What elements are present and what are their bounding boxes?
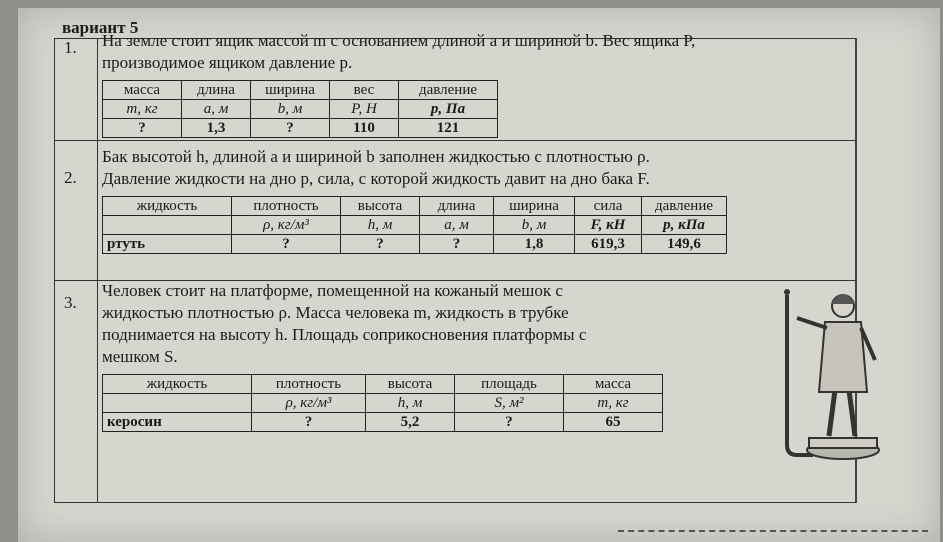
unit-cell: h, м [366, 394, 455, 413]
value-cell: 149,6 [642, 235, 727, 254]
unit-cell: S, м² [455, 394, 564, 413]
unit-cell: P, H [330, 100, 399, 119]
header-cell: площадь [455, 375, 564, 394]
task-2-table [102, 196, 727, 254]
task-3-text [102, 280, 586, 368]
header-cell: жидкость [103, 197, 232, 216]
unit-cell: m, кг [564, 394, 663, 413]
value-cell: ? [420, 235, 494, 254]
task-line: Давление жидкости на дно p, сила, с которой жидкость давит на дно бака F. [102, 169, 650, 188]
unit-cell: F, кН [575, 216, 642, 235]
unit-cell: a, м [182, 100, 251, 119]
header-cell: ширина [251, 81, 330, 100]
value-cell: 110 [330, 119, 399, 138]
task-3-table [102, 374, 663, 432]
value-cell: ? [341, 235, 420, 254]
value-cell: ? [455, 413, 564, 432]
unit-cell: ρ, кг/м³ [252, 394, 366, 413]
worksheet-page [18, 8, 940, 542]
header-cell: сила [575, 197, 642, 216]
task-line: Человек стоит на платформе, помещенной на кожаный мешок с [102, 281, 563, 300]
value-cell: 5,2 [366, 413, 455, 432]
row-divider [54, 140, 856, 141]
variant-title: вариант 5 [62, 18, 139, 37]
value-cell: 1,3 [182, 119, 251, 138]
header-cell: высота [341, 197, 420, 216]
task-number: 1. [64, 38, 77, 57]
task-number: 2. [64, 168, 77, 187]
header-cell: высота [366, 375, 455, 394]
task-line: поднимается на высоту h. Площадь соприкосновения платформы с [102, 325, 587, 344]
header-cell: длина [182, 81, 251, 100]
unit-cell: h, м [341, 216, 420, 235]
liquid-cell: керосин [103, 413, 252, 432]
header-cell: ширина [494, 197, 575, 216]
unit-cell: a, м [420, 216, 494, 235]
unit-cell: b, м [251, 100, 330, 119]
header-cell: вес [330, 81, 399, 100]
unit-cell: m, кг [103, 100, 182, 119]
task-line: производимое ящиком давление p. [102, 53, 353, 72]
header-cell: жидкость [103, 375, 252, 394]
header-cell: давление [642, 197, 727, 216]
task-line: мешком S. [102, 347, 178, 366]
header-cell: плотность [232, 197, 341, 216]
value-cell: 619,3 [575, 235, 642, 254]
value-cell: 65 [564, 413, 663, 432]
task-line: На земле стоит ящик массой m с основанием длиной a и шириной b. Вес ящика P, [102, 31, 696, 50]
unit-cell: b, м [494, 216, 575, 235]
unit-cell: ρ, кг/м³ [232, 216, 341, 235]
header-cell: масса [564, 375, 663, 394]
unit-cell [103, 394, 252, 413]
number-column [54, 38, 98, 502]
value-cell: ? [252, 413, 366, 432]
header-cell: давление [399, 81, 498, 100]
header-cell: плотность [252, 375, 366, 394]
header-cell: масса [103, 81, 182, 100]
unit-cell: p, кПа [642, 216, 727, 235]
value-cell: ? [251, 119, 330, 138]
task-line: Бак высотой h, длиной a и шириной b заполнен жидкостью с плотностью ρ. [102, 147, 650, 166]
unit-cell [103, 216, 232, 235]
task-2-text [102, 146, 650, 190]
unit-cell: p, Па [399, 100, 498, 119]
value-cell: ? [103, 119, 182, 138]
liquid-cell: ртуть [103, 235, 232, 254]
value-cell: ? [232, 235, 341, 254]
man-on-platform-icon [783, 270, 903, 470]
value-cell: 121 [399, 119, 498, 138]
value-cell: 1,8 [494, 235, 575, 254]
dashed-line [618, 530, 928, 532]
task-1-table [102, 80, 498, 138]
header-cell: длина [420, 197, 494, 216]
task-1-text [102, 30, 695, 74]
task-line: жидкостью плотностью ρ. Масса человека m, жидкость в трубке [102, 303, 569, 322]
task-number: 3. [64, 293, 77, 312]
